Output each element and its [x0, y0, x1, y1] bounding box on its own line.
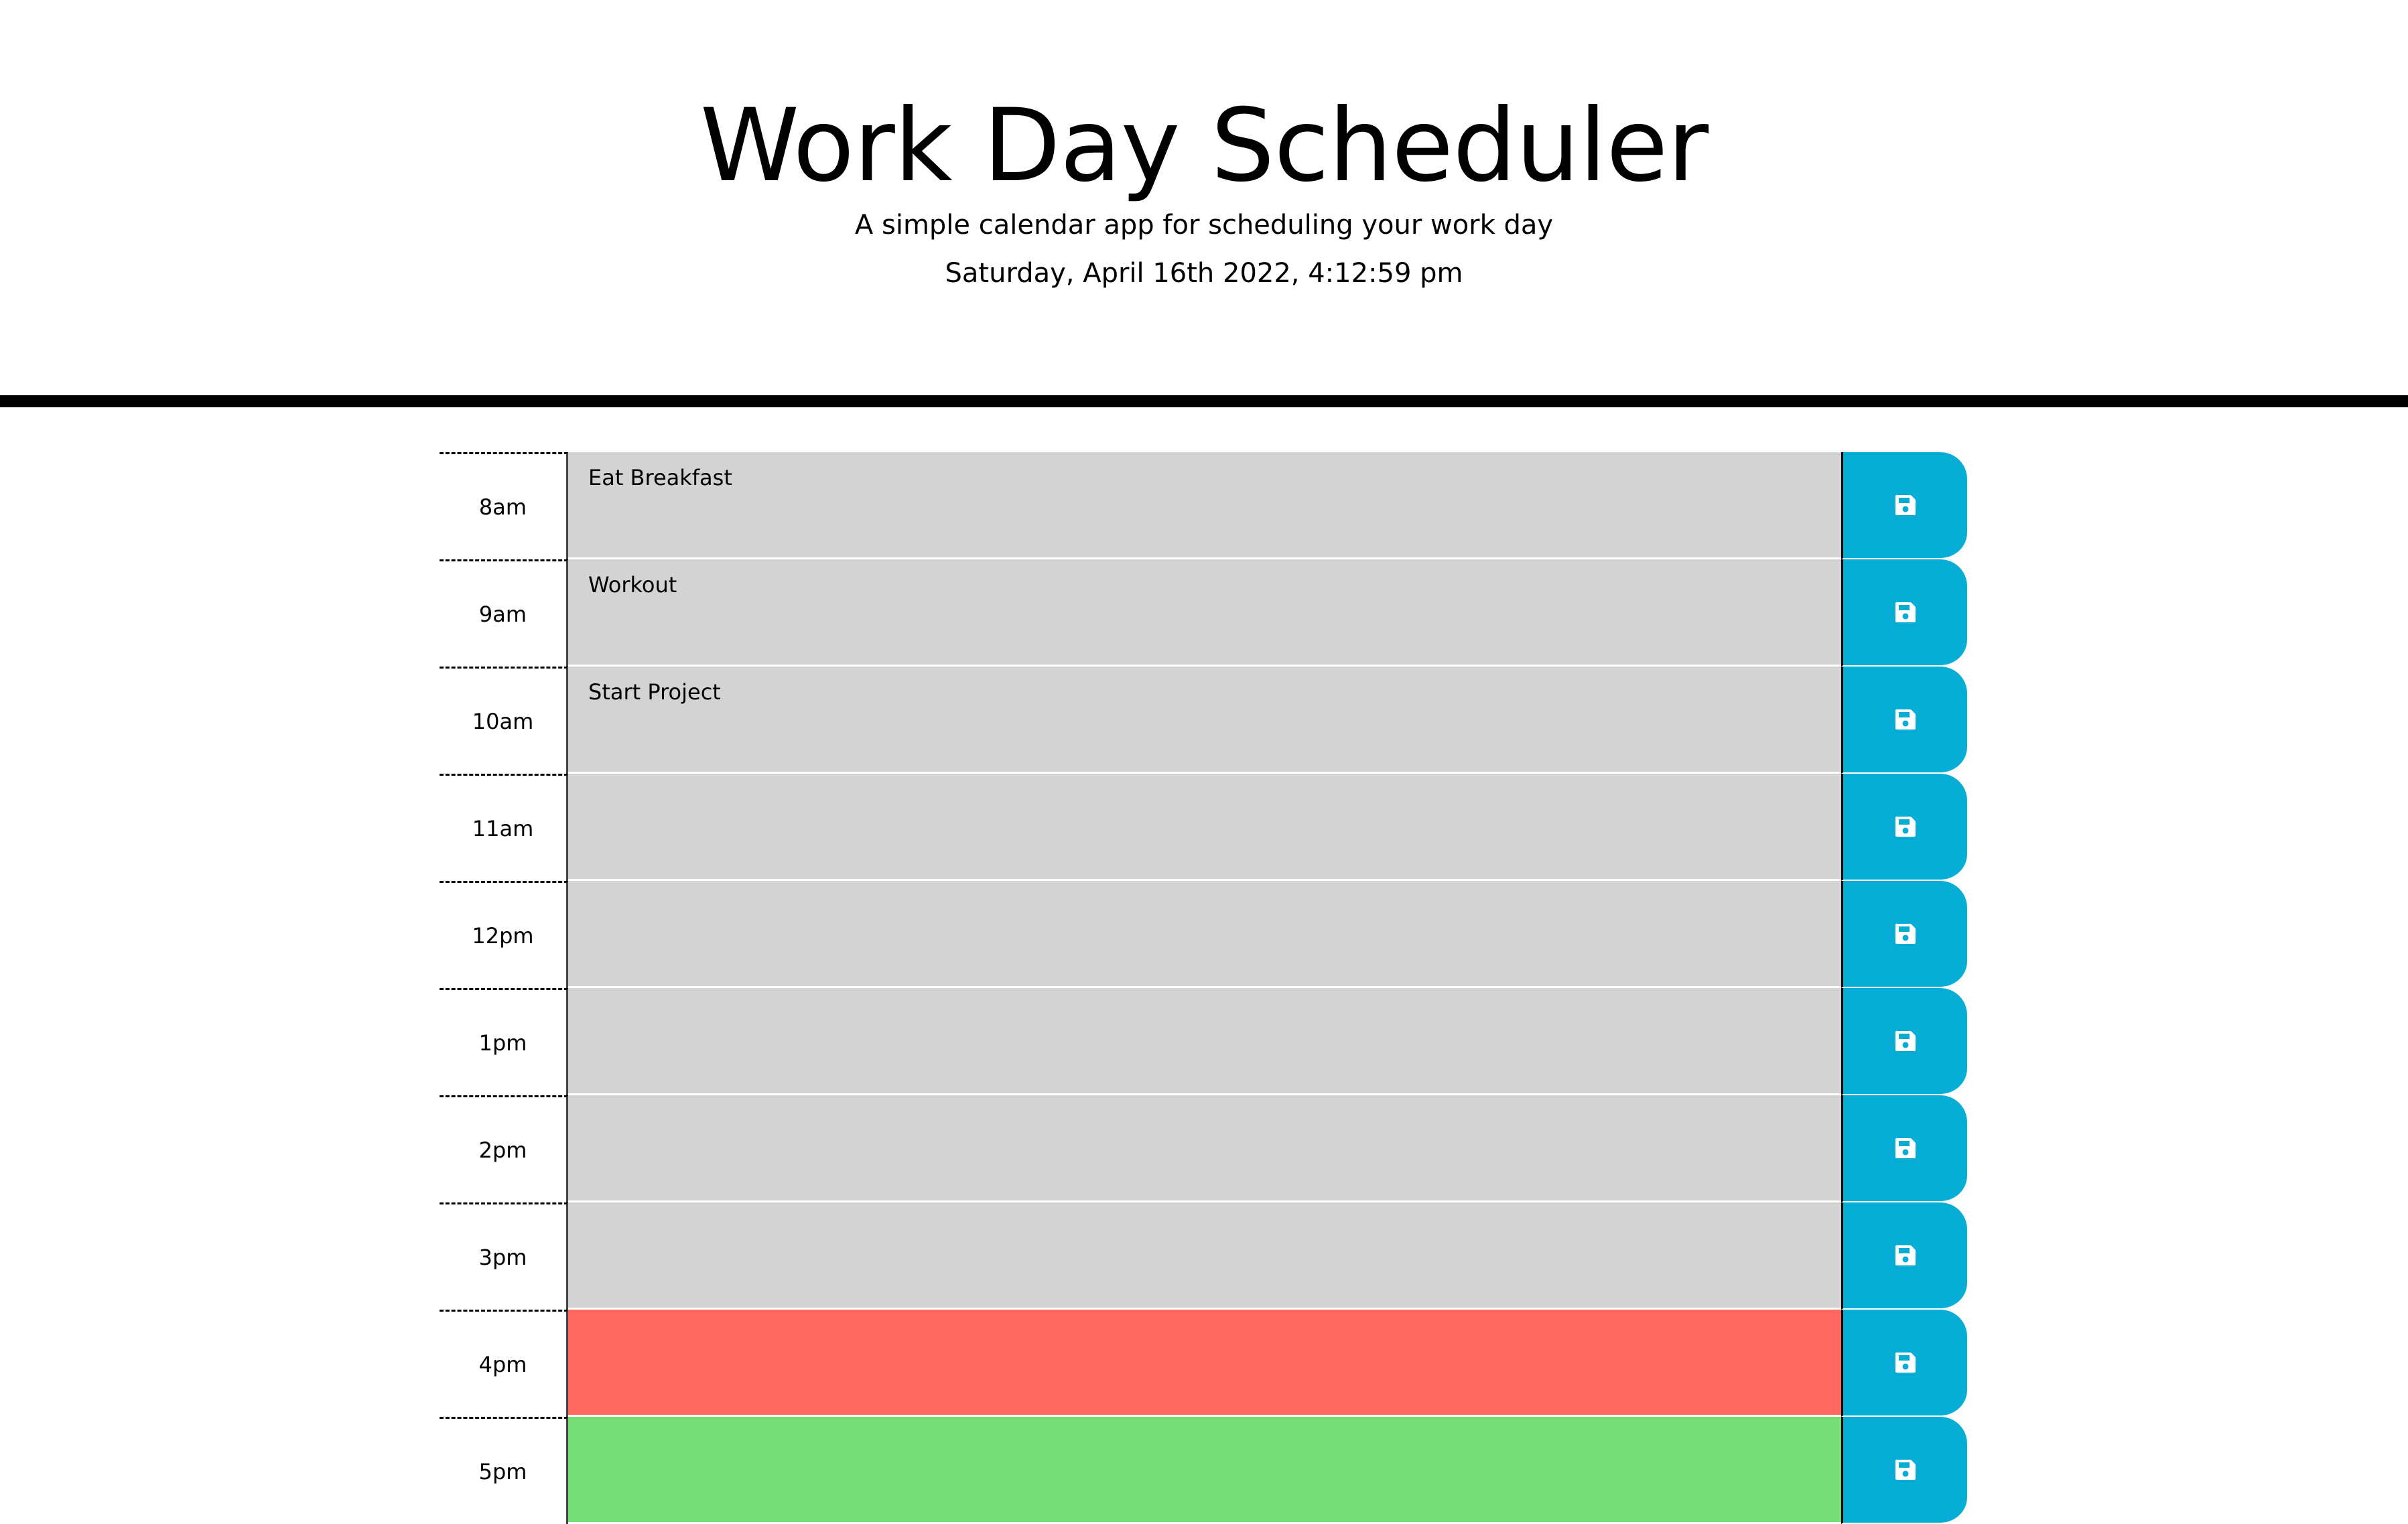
floppy-disk-icon: [1895, 602, 1916, 622]
task-input[interactable]: [568, 774, 1841, 881]
time-block-row: [440, 1417, 1967, 1524]
time-block-row: [440, 774, 1967, 881]
save-button[interactable]: [1841, 559, 1967, 667]
hour-label: 10am: [440, 667, 568, 774]
save-button[interactable]: [1841, 452, 1967, 559]
task-input[interactable]: [568, 1202, 1841, 1310]
task-input[interactable]: Workout: [568, 559, 1841, 667]
page-title: Work Day Scheduler: [699, 88, 1709, 204]
floppy-disk-icon: [1895, 1460, 1916, 1480]
floppy-disk-icon: [1895, 1353, 1916, 1373]
hour-label: 8am: [440, 452, 568, 559]
time-block-row: [440, 452, 1967, 559]
schedule-container: [440, 452, 1967, 1524]
task-input[interactable]: Eat Breakfast: [568, 452, 1841, 559]
save-button[interactable]: [1841, 988, 1967, 1095]
task-input[interactable]: [568, 1310, 1841, 1417]
floppy-disk-icon: [1895, 1031, 1916, 1051]
time-block-row: [440, 559, 1967, 667]
floppy-disk-icon: [1895, 817, 1916, 837]
time-block-row: [440, 988, 1967, 1095]
time-block-row: [440, 881, 1967, 988]
page-subtitle: A simple calendar app for scheduling your work day: [854, 210, 1554, 240]
current-date: Saturday, April 16th 2022, 4:12:59 pm: [945, 258, 1463, 289]
task-input[interactable]: [568, 988, 1841, 1095]
save-button[interactable]: [1841, 774, 1967, 881]
task-input[interactable]: [568, 881, 1841, 988]
floppy-disk-icon: [1895, 495, 1916, 515]
time-block-row: [440, 1095, 1967, 1202]
hour-label: 9am: [440, 559, 568, 667]
task-input[interactable]: Start Project: [568, 667, 1841, 774]
hour-label: 11am: [440, 774, 568, 881]
time-block-row: [440, 667, 1967, 774]
hour-label: 4pm: [440, 1310, 568, 1417]
save-button[interactable]: [1841, 1310, 1967, 1417]
floppy-disk-icon: [1895, 1245, 1916, 1265]
hour-label: 3pm: [440, 1202, 568, 1310]
time-block-row: [440, 1202, 1967, 1310]
hour-label: 1pm: [440, 988, 568, 1095]
floppy-disk-icon: [1895, 1138, 1916, 1158]
hour-label: 5pm: [440, 1417, 568, 1524]
save-button[interactable]: [1841, 1417, 1967, 1524]
save-button[interactable]: [1841, 1202, 1967, 1310]
floppy-disk-icon: [1895, 709, 1916, 730]
save-button[interactable]: [1841, 881, 1967, 988]
hour-label: 12pm: [440, 881, 568, 988]
task-input[interactable]: [568, 1095, 1841, 1202]
save-button[interactable]: [1841, 667, 1967, 774]
page-header: [0, 0, 2408, 395]
save-button[interactable]: [1841, 1095, 1967, 1202]
time-block-row: [440, 1310, 1967, 1417]
header-divider: [0, 395, 2408, 407]
floppy-disk-icon: [1895, 924, 1916, 944]
task-input[interactable]: [568, 1417, 1841, 1524]
hour-label: 2pm: [440, 1095, 568, 1202]
